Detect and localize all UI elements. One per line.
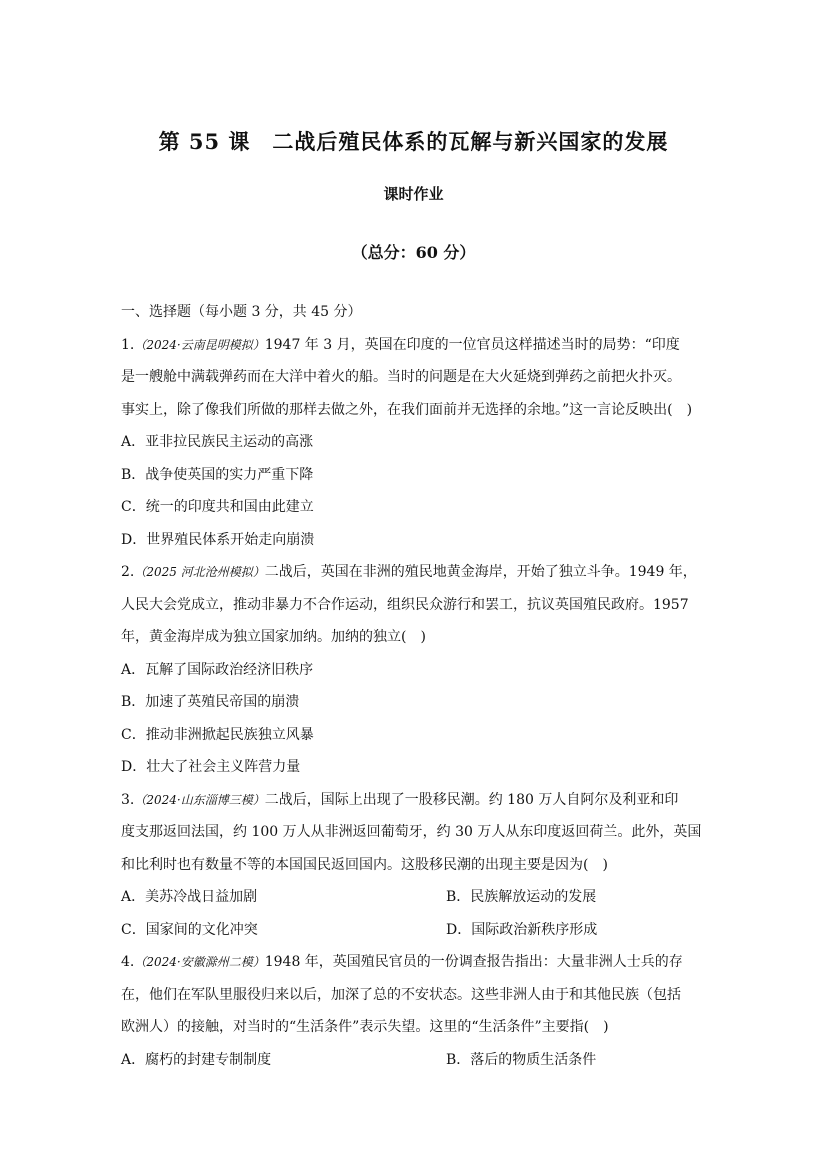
question-line: 和比利时也有数量不等的本国国民返回国内。这股移民潮的出现主要是因为( ) [121, 856, 608, 873]
question-source: （2024·山东淄博三模） [134, 792, 265, 807]
question-list [121, 296, 711, 1076]
option-d[interactable]: D．国际政治新秩序形成 [446, 921, 598, 938]
question-line: 度支那返回法国，约 100 万人从非洲返回葡萄牙，约 30 万人从东印度返回荷兰。此外，英国 [121, 824, 702, 840]
question-text [121, 329, 711, 362]
option-row [121, 1044, 711, 1077]
question-3 [121, 784, 711, 947]
option-d[interactable]: D．壮大了社会主义阵营力量 [121, 759, 301, 775]
question-line: 二战后，英国在非洲的殖民地黄金海岸，开始了独立斗争。1949 年， [264, 564, 697, 580]
option-b[interactable]: B．加速了英殖民帝国的崩溃 [121, 694, 300, 710]
question-line: 年，黄金海岸成为独立国家加纳。加纳的独立( ) [121, 629, 426, 645]
question-line: 1947 年 3 月，英国在印度的一位官员这样描述当时的局势：“印度 [264, 336, 680, 353]
option-b[interactable]: B．战争使英国的实力严重下降 [121, 466, 314, 483]
question-line: 在，他们在军队里服役归来以后，加深了总的不安状态。这些非洲人由于和其他民族（包括 [121, 986, 681, 1003]
question-line: 是一艘舱中满载弹药而在大洋中着火的船。当时的问题是在大火延烧到弹药之前把火扑灭。 [121, 369, 681, 385]
question-text [121, 556, 711, 589]
question-number: 2. [121, 564, 135, 580]
option-d[interactable]: D．世界殖民体系开始走向崩溃 [121, 531, 315, 548]
question-line: 二战后，国际上出现了一股移民潮。约 180 万人自阿尔及利亚和印 [264, 791, 679, 808]
question-1 [121, 329, 711, 557]
option-row [121, 881, 711, 914]
question-line: 人民大会党成立，推动非暴力不合作运动，组织民众游行和罢工，抗议英国殖民政府。1957 [121, 596, 689, 613]
page-title: 第 55 课 二战后殖民体系的瓦解与新兴国家的发展 [158, 129, 669, 154]
option-a[interactable]: A．瓦解了国际政治经济旧秩序 [121, 661, 314, 678]
option-b[interactable]: B．民族解放运动的发展 [446, 889, 597, 905]
option-a[interactable]: A．美苏冷战日益加剧 [121, 889, 258, 905]
option-b[interactable]: B．落后的物质生活条件 [446, 1051, 597, 1068]
question-source: （2024·安徽滁州二模） [134, 955, 265, 969]
question-text [121, 946, 711, 979]
option-c[interactable]: C．国家间的文化冲突 [121, 921, 258, 938]
section-heading: 一、选择题（每小题 3 分，共 45 分） [121, 304, 362, 320]
question-line: 事实上，除了像我们所做的那样去做之外，在我们面前并无选择的余地。”这一言论反映出( ) [121, 401, 693, 418]
option-a[interactable]: A．亚非拉民族民主运动的高涨 [121, 434, 314, 450]
question-number: 4. [121, 954, 135, 970]
question-number: 1. [121, 336, 135, 353]
question-line: 欧洲人）的接触，对当时的“生活条件”表示失望。这里的“生活条件”主要指( ) [121, 1019, 609, 1035]
question-4 [121, 946, 711, 1076]
question-text [121, 784, 711, 817]
question-line: 1948 年，英国殖民官员的一份调查报告指出：大量非洲人士兵的存 [264, 954, 683, 970]
question-source: （2025 河北沧州模拟） [134, 565, 265, 579]
question-2 [121, 556, 711, 784]
page-subtitle: 课时作业 [383, 185, 444, 203]
total-score: （总分：60 分） [351, 243, 476, 262]
question-source: （2024·云南昆明模拟） [134, 337, 265, 352]
option-c[interactable]: C．统一的印度共和国由此建立 [121, 499, 314, 515]
option-row [121, 914, 711, 947]
option-a[interactable]: A．腐朽的封建专制制度 [121, 1051, 272, 1068]
option-c[interactable]: C．推动非洲掀起民族独立风暴 [121, 726, 314, 743]
question-number: 3. [121, 791, 135, 808]
